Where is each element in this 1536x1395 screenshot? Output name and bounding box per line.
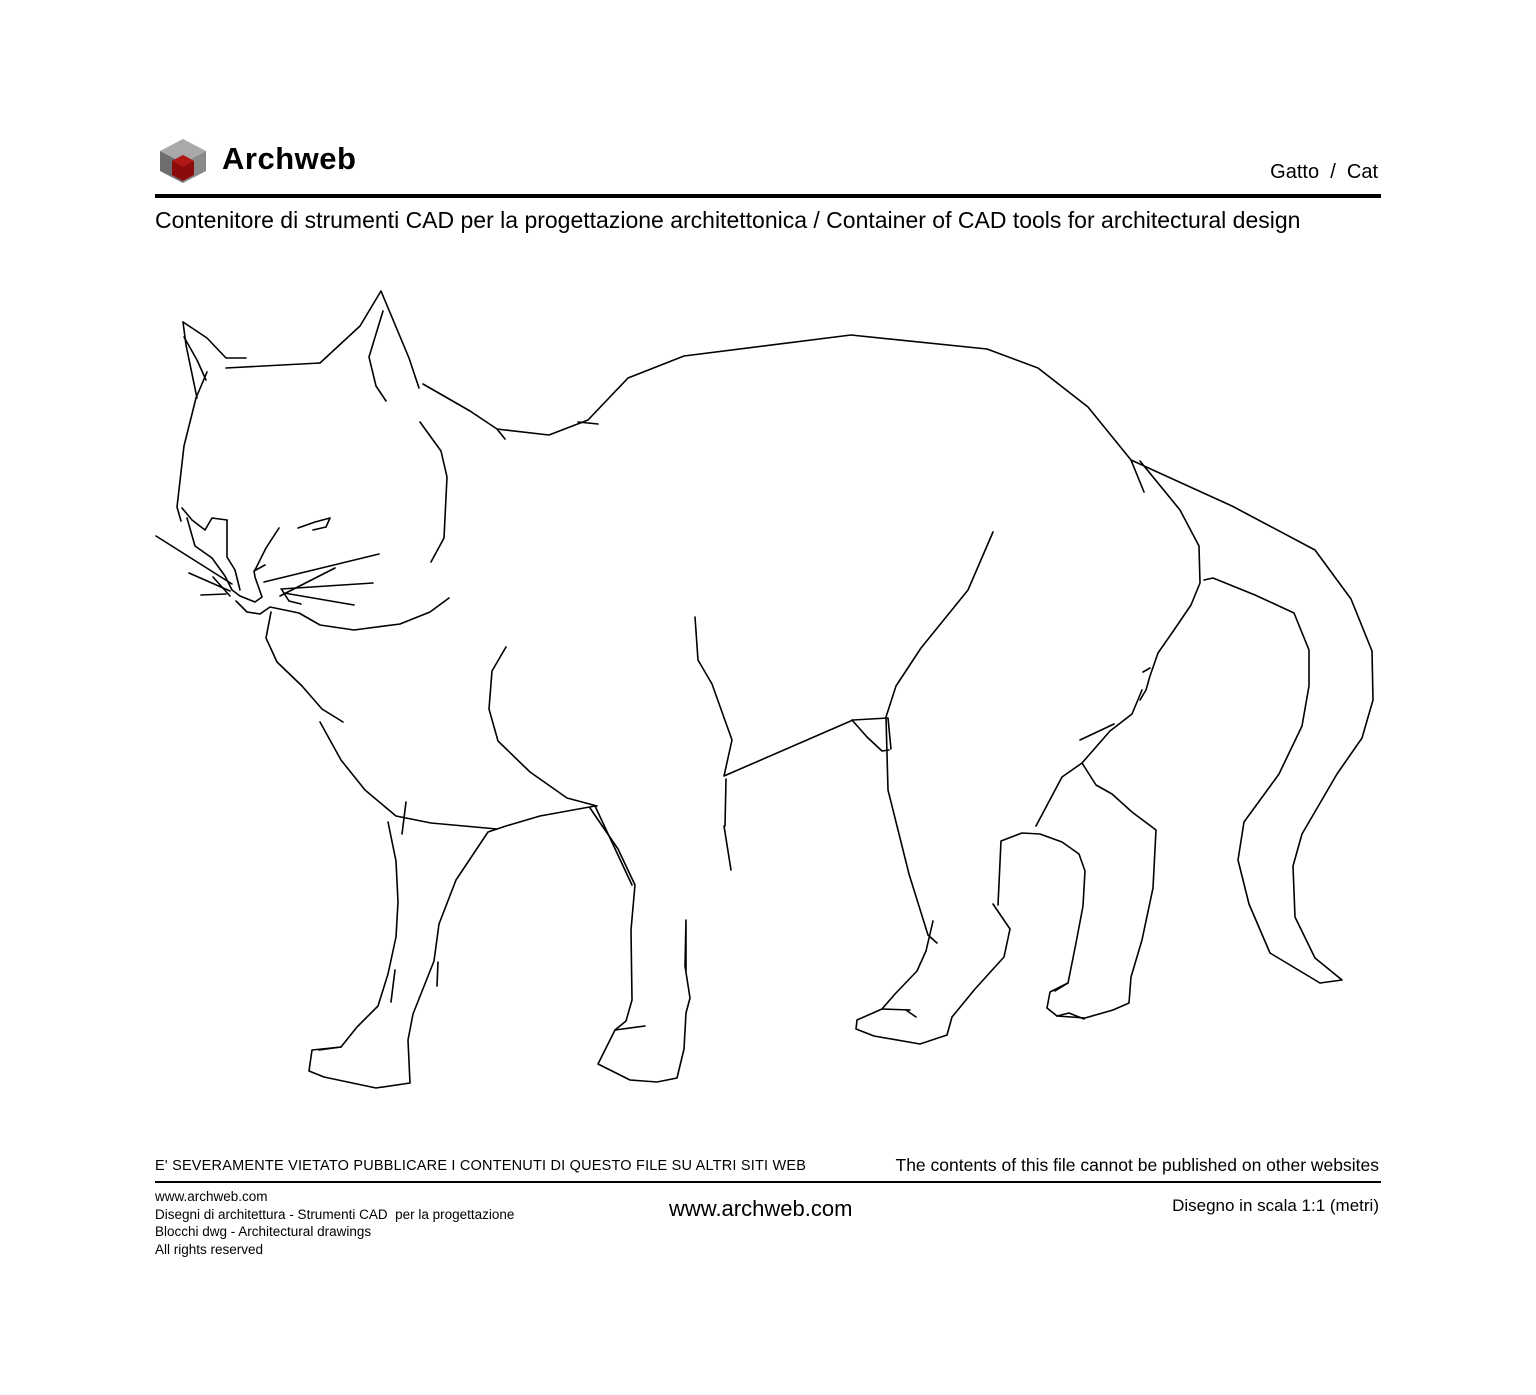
- hind-leg-front: [886, 532, 993, 943]
- mouth: [282, 590, 301, 604]
- belly: [695, 617, 891, 776]
- head-left: [177, 372, 207, 521]
- hind-leg-back: [998, 763, 1156, 1018]
- right-eye: [298, 518, 330, 530]
- site-url-link[interactable]: www.archweb.com: [669, 1196, 853, 1221]
- scale-note: Disegno in scala 1:1 (metri): [1172, 1196, 1379, 1215]
- tail-bottom: [1204, 578, 1320, 983]
- belly-lower: [852, 720, 889, 751]
- left-ear-inner: [184, 337, 206, 380]
- left-ear-outline: [183, 322, 197, 398]
- rump: [1140, 461, 1200, 700]
- footer-divider: [155, 1181, 1381, 1183]
- footer-info-line: www.archweb.com: [155, 1189, 268, 1204]
- right-ear-inner: [369, 311, 386, 401]
- head-right-cheek: [420, 422, 447, 562]
- footer-info: [155, 1188, 514, 1258]
- footer-info-line: Disegni di architettura - Strumenti CAD per la progettazione: [155, 1206, 515, 1222]
- nose: [227, 520, 240, 590]
- chest: [266, 612, 343, 722]
- footer-info-line: Blocchi dwg - Architectural drawings: [155, 1224, 372, 1239]
- whisker: [264, 554, 379, 582]
- tagline: Contenitore di strumenti CAD per la progettazione architettonica / Container of CAD tools for architectural design: [155, 207, 1301, 233]
- footer-info-line: All rights reserved: [155, 1241, 264, 1257]
- nose-bridge: [255, 528, 279, 570]
- hind-leg-front-lower: [856, 904, 1010, 1044]
- front-leg-left: [319, 822, 398, 1050]
- tail-top: [1131, 460, 1373, 983]
- whisker: [201, 594, 226, 595]
- front-paw-left: [309, 806, 632, 1088]
- shoulder: [489, 647, 597, 806]
- front-leg-right: [590, 808, 690, 1082]
- neck-top: [423, 384, 505, 439]
- copyright-warning-en: The contents of this file cannot be published on other websites: [895, 1155, 1379, 1175]
- brand-name: Archweb: [222, 141, 357, 176]
- back-line: [497, 335, 1144, 492]
- drawing-title: Gatto / Cat: [1270, 161, 1378, 183]
- hind-thigh: [1036, 690, 1142, 826]
- copyright-warning-it: E' SEVERAMENTE VIETATO PUBBLICARE I CONTENUTI DI QUESTO FILE SU ALTRI SITI WEB: [155, 1158, 807, 1174]
- whisker: [284, 593, 354, 605]
- chest-lower: [320, 722, 497, 829]
- right-ear-outline: [320, 291, 419, 388]
